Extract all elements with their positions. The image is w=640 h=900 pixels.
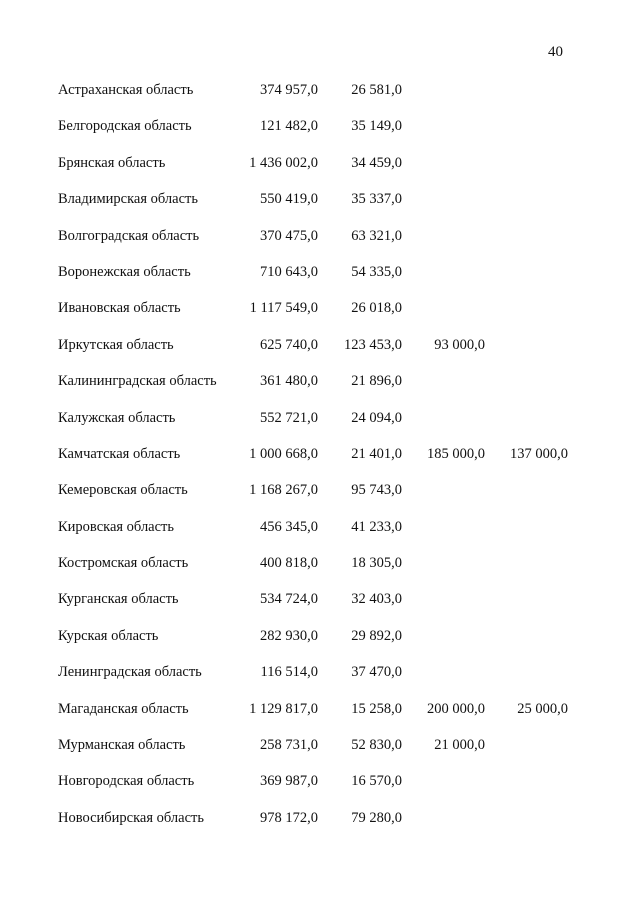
value-col-1: 121 482,0 xyxy=(260,118,318,135)
region-name: Камчатская область xyxy=(58,445,181,462)
region-name: Иркутская область xyxy=(58,336,174,353)
value-col-2: 16 570,0 xyxy=(351,773,402,790)
value-col-2: 15 258,0 xyxy=(351,700,402,717)
region-name: Курганская область xyxy=(58,591,179,608)
table-row xyxy=(0,443,640,479)
value-col-1: 116 514,0 xyxy=(260,664,318,681)
value-col-2: 41 233,0 xyxy=(351,518,402,535)
value-col-2: 21 401,0 xyxy=(351,445,402,462)
value-col-3: 200 000,0 xyxy=(427,700,485,717)
value-col-4: 25 000,0 xyxy=(517,700,568,717)
data-table xyxy=(0,79,640,843)
value-col-1: 552 721,0 xyxy=(260,409,318,426)
region-name: Новгородская область xyxy=(58,773,195,790)
table-row xyxy=(0,297,640,333)
value-col-1: 1 168 267,0 xyxy=(249,482,318,499)
table-row xyxy=(0,661,640,697)
value-col-1: 1 129 817,0 xyxy=(249,700,318,717)
table-row xyxy=(0,225,640,261)
value-col-2: 24 094,0 xyxy=(351,409,402,426)
table-row xyxy=(0,807,640,843)
region-name: Брянская область xyxy=(58,154,166,171)
value-col-2: 95 743,0 xyxy=(351,482,402,499)
region-name: Кемеровская область xyxy=(58,482,188,499)
table-row xyxy=(0,152,640,188)
value-col-2: 52 830,0 xyxy=(351,737,402,754)
table-row xyxy=(0,516,640,552)
value-col-4: 137 000,0 xyxy=(510,445,568,462)
value-col-3: 93 000,0 xyxy=(434,336,485,353)
table-row xyxy=(0,734,640,770)
region-name: Мурманская область xyxy=(58,737,186,754)
value-col-2: 35 149,0 xyxy=(351,118,402,135)
value-col-1: 374 957,0 xyxy=(260,82,318,98)
value-col-2: 35 337,0 xyxy=(351,191,402,208)
table-row xyxy=(0,79,640,115)
value-col-2: 34 459,0 xyxy=(351,154,402,171)
value-col-3: 21 000,0 xyxy=(434,737,485,754)
value-col-1: 1 000 668,0 xyxy=(249,445,318,462)
value-col-2: 26 581,0 xyxy=(351,82,402,98)
table-row xyxy=(0,188,640,224)
table-row xyxy=(0,370,640,406)
region-name: Ленинградская область xyxy=(58,664,202,681)
value-col-1: 369 987,0 xyxy=(260,773,318,790)
value-col-1: 1 436 002,0 xyxy=(249,154,318,171)
table-row xyxy=(0,552,640,588)
table-row xyxy=(0,698,640,734)
value-col-1: 1 117 549,0 xyxy=(249,300,318,317)
region-name: Калининградская область xyxy=(58,373,217,390)
region-name: Костромская область xyxy=(58,555,189,572)
value-col-3: 185 000,0 xyxy=(427,445,485,462)
region-name: Новосибирская область xyxy=(58,809,204,826)
region-name: Волгоградская область xyxy=(58,227,200,244)
value-col-1: 456 345,0 xyxy=(260,518,318,535)
region-name: Калужская область xyxy=(58,409,176,426)
value-col-2: 54 335,0 xyxy=(351,263,402,280)
value-col-2: 18 305,0 xyxy=(351,555,402,572)
value-col-1: 258 731,0 xyxy=(260,737,318,754)
value-col-1: 370 475,0 xyxy=(260,227,318,244)
value-col-1: 550 419,0 xyxy=(260,191,318,208)
table-row xyxy=(0,625,640,661)
table-row xyxy=(0,407,640,443)
table-row xyxy=(0,588,640,624)
value-col-2: 123 453,0 xyxy=(344,336,402,353)
value-col-1: 978 172,0 xyxy=(260,809,318,826)
value-col-1: 361 480,0 xyxy=(260,373,318,390)
region-name: Курская область xyxy=(58,627,159,644)
value-col-1: 534 724,0 xyxy=(260,591,318,608)
region-name: Кировская область xyxy=(58,518,175,535)
table-row xyxy=(0,334,640,370)
value-col-1: 282 930,0 xyxy=(260,627,318,644)
table-row xyxy=(0,479,640,515)
value-col-2: 37 470,0 xyxy=(351,664,402,681)
value-col-2: 29 892,0 xyxy=(351,627,402,644)
region-name: Ивановская область xyxy=(58,300,181,317)
value-col-1: 400 818,0 xyxy=(260,555,318,572)
region-name: Владимирская область xyxy=(58,191,198,208)
value-col-2: 26 018,0 xyxy=(351,300,402,317)
value-col-2: 32 403,0 xyxy=(351,591,402,608)
value-col-1: 710 643,0 xyxy=(260,263,318,280)
table-row xyxy=(0,261,640,297)
region-name: Магаданская область xyxy=(58,700,189,717)
value-col-1: 625 740,0 xyxy=(260,336,318,353)
region-name: Белгородская область xyxy=(58,118,192,135)
value-col-2: 79 280,0 xyxy=(351,809,402,826)
region-name: Астраханская область xyxy=(58,82,194,98)
table-row xyxy=(0,115,640,151)
value-col-2: 63 321,0 xyxy=(351,227,402,244)
table-row xyxy=(0,770,640,806)
region-name: Воронежская область xyxy=(58,263,191,280)
page-number: 40 xyxy=(548,44,563,60)
value-col-2: 21 896,0 xyxy=(351,373,402,390)
